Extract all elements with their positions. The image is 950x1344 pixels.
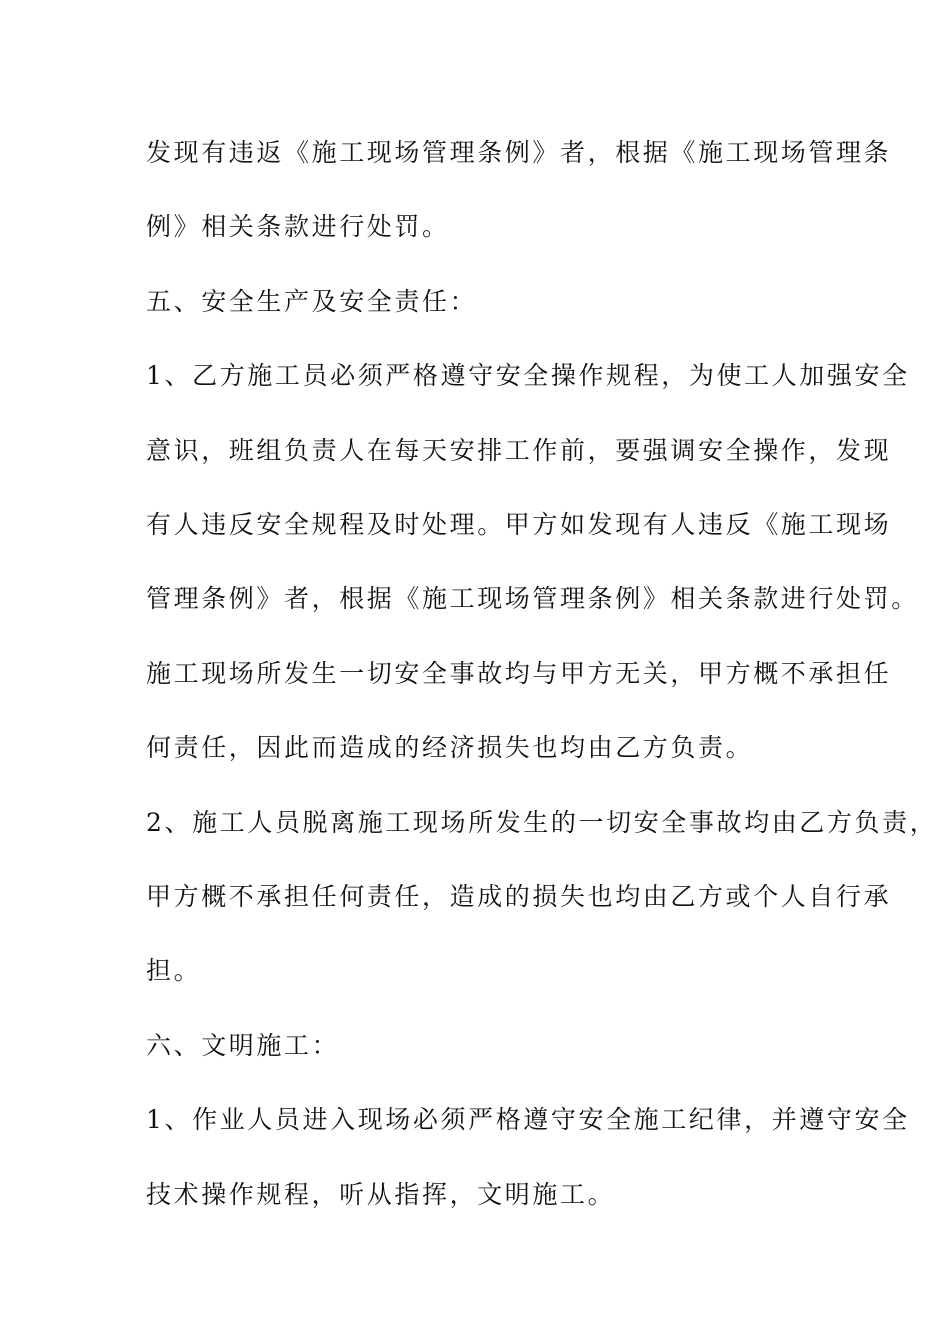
text-line: 意识，班组负责人在每天安排工作前，要强调安全操作，发现 [146,436,892,465]
text-line: 管理条例》者，根据《施工现场管理条例》相关条款进行处罚。 [146,584,919,613]
text-line: 发现有违返《施工现场管理条例》者，根据《施工现场管理条 [146,138,892,167]
text-line: 甲方概不承担任何责任，造成的损失也均由乙方或个人自行承 [146,882,892,911]
text-line: 1、乙方施工员必须严格遵守安全操作规程，为使工人加强安全 [146,361,910,390]
text-line: 有人违反安全规程及时处理。甲方如发现有人违反《施工现场 [146,510,892,539]
text-line: 何责任，因此而造成的经济损失也均由乙方负责。 [146,733,754,762]
text-line: 1、作业人员进入现场必须严格遵守安全施工纪律，并遵守安全 [146,1105,910,1134]
section-heading: 五、安全生产及安全责任： [146,287,478,316]
section-heading: 六、文明施工： [146,1031,340,1060]
text-line: 2、施工人员脱离施工现场所发生的一切安全事故均由乙方负责， [146,808,938,837]
text-line: 例》相关条款进行处罚。 [146,212,450,241]
text-line: 施工现场所发生一切安全事故均与甲方无关，甲方概不承担任 [146,659,892,688]
text-line: 技术操作规程，听从指挥，文明施工。 [146,1180,616,1209]
text-line: 担。 [146,956,202,985]
